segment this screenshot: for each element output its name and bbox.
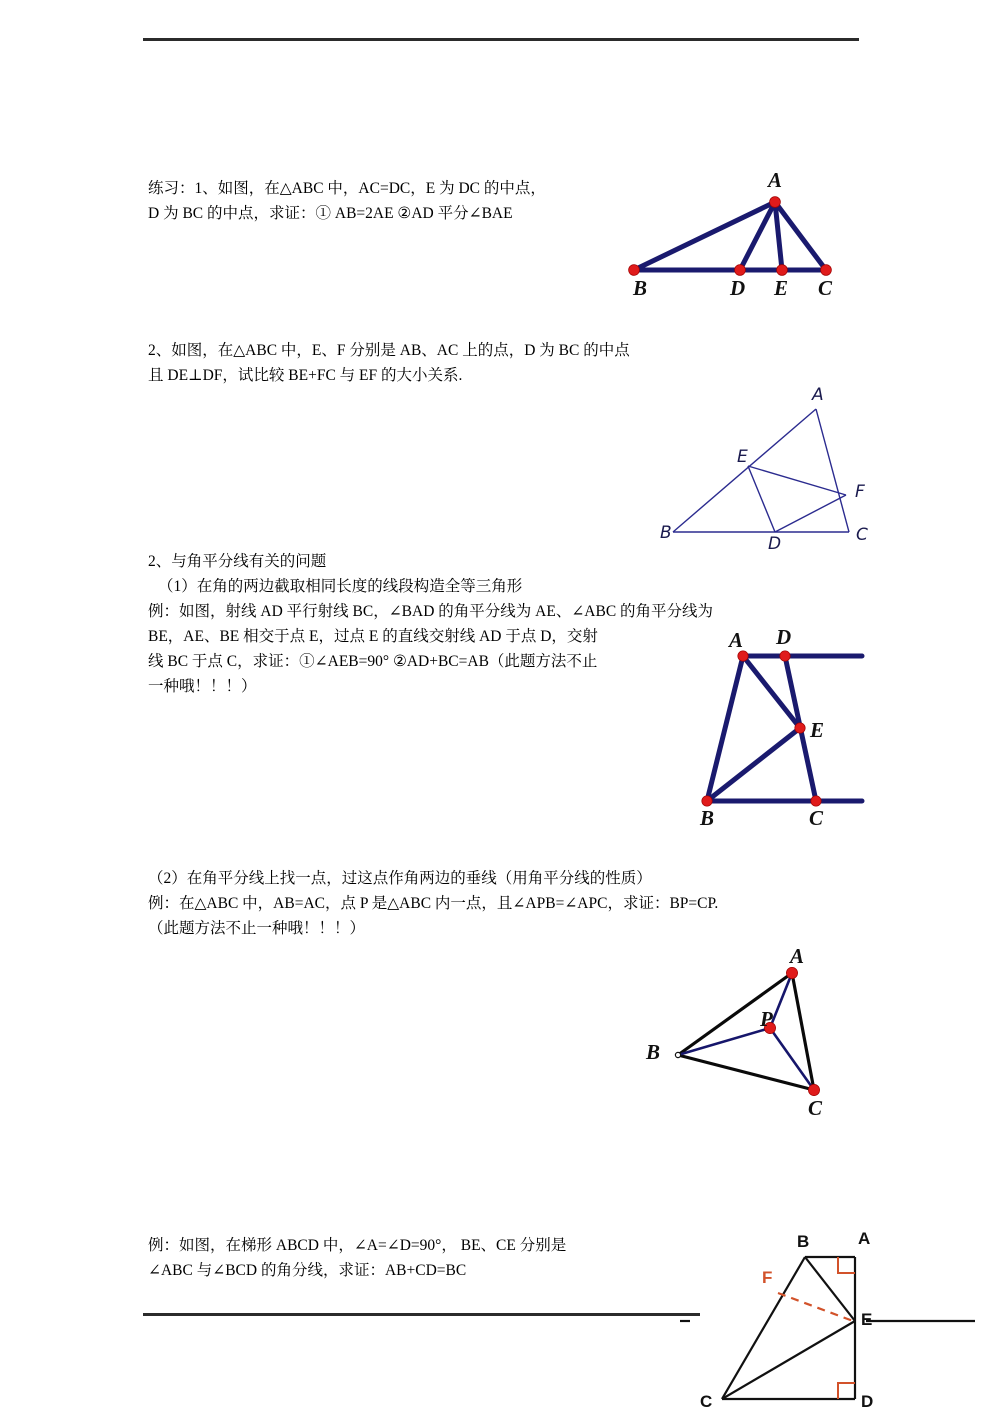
fig1-label-A: A <box>768 168 783 192</box>
fig1-label-C: C <box>818 276 833 300</box>
fig3-label-E: E <box>810 718 825 742</box>
fig5-label-C: C <box>700 1392 713 1411</box>
fig1-label-E: E <box>774 276 789 300</box>
fig3-label-A: A <box>729 628 744 652</box>
fig5-label-A: A <box>858 1229 871 1248</box>
section-2-text <box>148 549 713 699</box>
exercise-2-line-1: 2、如图，在△ABC 中，E、F 分别是 AB、AC 上的点，D 为 BC 的中点 <box>148 342 630 359</box>
fig2-label-F: F <box>855 482 865 502</box>
fig5-label-D: D <box>861 1392 874 1411</box>
fig4-label-B: B <box>646 1040 661 1064</box>
trapezoid-example-line-2: ∠ABC 与∠BCD 的角分线，求证：AB+CD=BC <box>148 1262 467 1279</box>
figure-3-parallel-rays <box>695 645 875 820</box>
section-2-example-line-2: BE，AE、BE 相交于点 E，过点 E 的直线交射线 AD 于点 D，交射 <box>148 628 598 645</box>
fig1-label-B: B <box>633 276 648 300</box>
footer-rule <box>143 1313 700 1316</box>
section-2b-example-line-1: 例：在△ABC 中，AB=AC，点 P 是△ABC 内一点，且∠APB=∠APC，求证：BP=CP. <box>148 895 719 912</box>
exercise-1-line-1: 练习：1、如图，在△ABC 中，AC=DC，E 为 DC 的中点， <box>148 180 546 197</box>
fig2-label-D: D <box>768 534 782 554</box>
fig5-label-E: E <box>861 1310 873 1329</box>
section-2-example-line-4: 一种哦！！！） <box>148 678 257 695</box>
section-2-example-line-1: 例：如图，射线 AD 平行射线 BC，∠BAD 的角平分线为 AE、∠ABC 的角平分线为 <box>148 603 714 620</box>
fig3-label-B: B <box>700 806 715 830</box>
exercise-2-line-2: 且 DE⊥DF，试比较 BE+FC 与 EF 的大小关系. <box>148 367 463 384</box>
fig4-label-A: A <box>790 944 805 968</box>
section-2-heading: 2、与角平分线有关的问题 <box>148 553 327 570</box>
fig2-label-E: E <box>737 447 748 467</box>
exercise-2-text <box>148 338 630 388</box>
trapezoid-example-text <box>148 1233 566 1283</box>
fig5-label-F: F <box>762 1268 773 1287</box>
section-2-example-line-3: 线 BC 于点 C，求证：①∠AEB=90° ②AD+BC=AB（此题方法不止 <box>148 653 598 670</box>
section-2-item-1: （1）在角的两边截取相同长度的线段构造全等三角形 <box>158 578 523 595</box>
fig2-label-B: B <box>660 523 672 543</box>
fig3-label-C: C <box>809 806 824 830</box>
section-2b-example-line-2: （此题方法不止一种哦！！！） <box>148 920 366 937</box>
fig4-label-C: C <box>808 1096 823 1120</box>
fig5-label-B: B <box>797 1232 810 1251</box>
fig2-label-A: A <box>812 385 824 405</box>
fig1-label-D: D <box>730 276 746 300</box>
figure-4-triangle-with-point-p <box>665 960 845 1110</box>
figure-2-triangle-with-inner-def <box>660 390 870 550</box>
section-2b-item-2: （2）在角平分线上找一点，过这点作角两边的垂线（用角平分线的性质） <box>148 870 652 887</box>
fig3-label-D: D <box>776 625 792 649</box>
section-2b-text <box>148 866 718 941</box>
fig4-label-P: P <box>760 1007 773 1031</box>
exercise-1-line-2: D 为 BC 的中点，求证：① AB=2AE ②AD 平分∠BAE <box>148 205 513 222</box>
figure-5-trapezoid-abcd <box>680 1245 980 1425</box>
fig2-label-C: C <box>856 525 868 545</box>
exercise-1-text <box>148 176 546 226</box>
header-rule <box>143 38 859 41</box>
trapezoid-example-line-1: 例：如图，在梯形 ABCD 中，∠A=∠D=90°， BE、CE 分别是 <box>148 1237 567 1254</box>
